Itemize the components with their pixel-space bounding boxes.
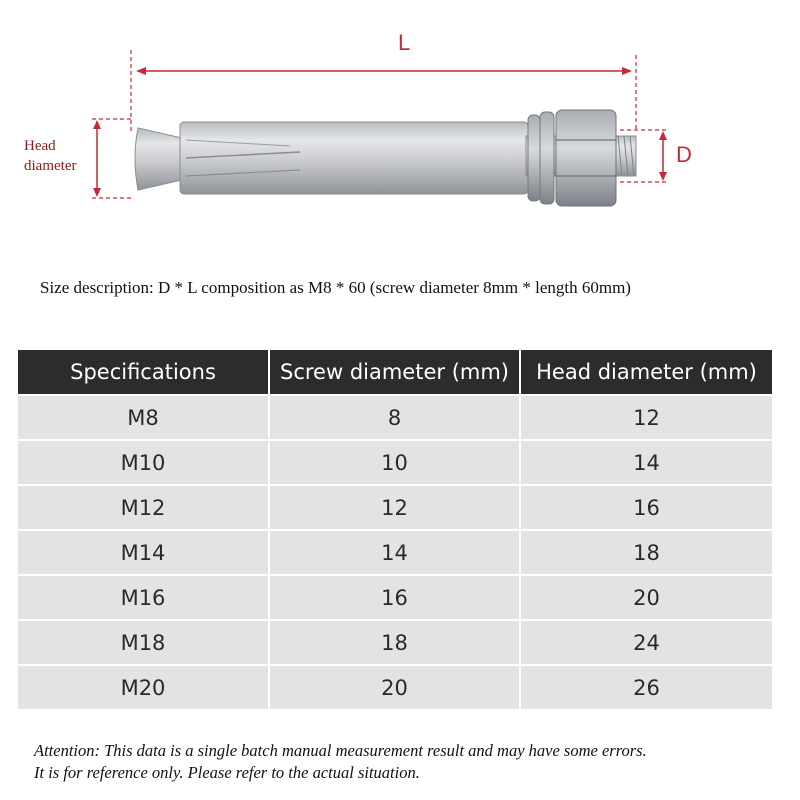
header-screw-diameter: Screw diameter (mm) (269, 350, 520, 395)
attention-note (34, 740, 774, 784)
cell-spec: M8 (18, 395, 269, 440)
specification-table (18, 350, 772, 709)
cell-head-diameter: 16 (520, 485, 772, 530)
cell-screw-diameter: 12 (269, 485, 520, 530)
header-head-diameter: Head diameter (mm) (520, 350, 772, 395)
diameter-label: D (676, 142, 692, 167)
note-line2: It is for reference only. Please refer to the actual situation. (34, 763, 420, 782)
cell-screw-diameter: 10 (269, 440, 520, 485)
head-label-line1: Head (24, 138, 56, 154)
cell-screw-diameter: 14 (269, 530, 520, 575)
cell-screw-diameter: 20 (269, 665, 520, 709)
head-label-line2: diameter (24, 158, 77, 174)
cell-spec: M18 (18, 620, 269, 665)
cell-screw-diameter: 18 (269, 620, 520, 665)
cell-head-diameter: 26 (520, 665, 772, 709)
table-row (18, 485, 772, 530)
note-line1: Attention: This data is a single batch manual measurement result and may have some errors. (34, 741, 647, 760)
cell-spec: M20 (18, 665, 269, 709)
cell-head-diameter: 20 (520, 575, 772, 620)
cell-spec: M10 (18, 440, 269, 485)
table-row (18, 395, 772, 440)
size-description: Size description: D * L composition as M8 * 60 (screw diameter 8mm * length 60mm) (40, 278, 631, 297)
table-row (18, 440, 772, 485)
cell-spec: M14 (18, 530, 269, 575)
cell-spec: M16 (18, 575, 269, 620)
table-row (18, 665, 772, 709)
bolt (135, 110, 636, 206)
head-diameter-label (24, 136, 104, 176)
table-row (18, 530, 772, 575)
bolt-diagram (0, 0, 800, 260)
cell-head-diameter: 12 (520, 395, 772, 440)
cell-screw-diameter: 16 (269, 575, 520, 620)
table-row (18, 575, 772, 620)
cell-head-diameter: 18 (520, 530, 772, 575)
table-row (18, 620, 772, 665)
cell-head-diameter: 14 (520, 440, 772, 485)
cell-screw-diameter: 8 (269, 395, 520, 440)
table-header-row (18, 350, 772, 395)
header-specifications: Specifications (18, 350, 269, 395)
cell-head-diameter: 24 (520, 620, 772, 665)
cell-spec: M12 (18, 485, 269, 530)
length-label: L (398, 30, 411, 55)
